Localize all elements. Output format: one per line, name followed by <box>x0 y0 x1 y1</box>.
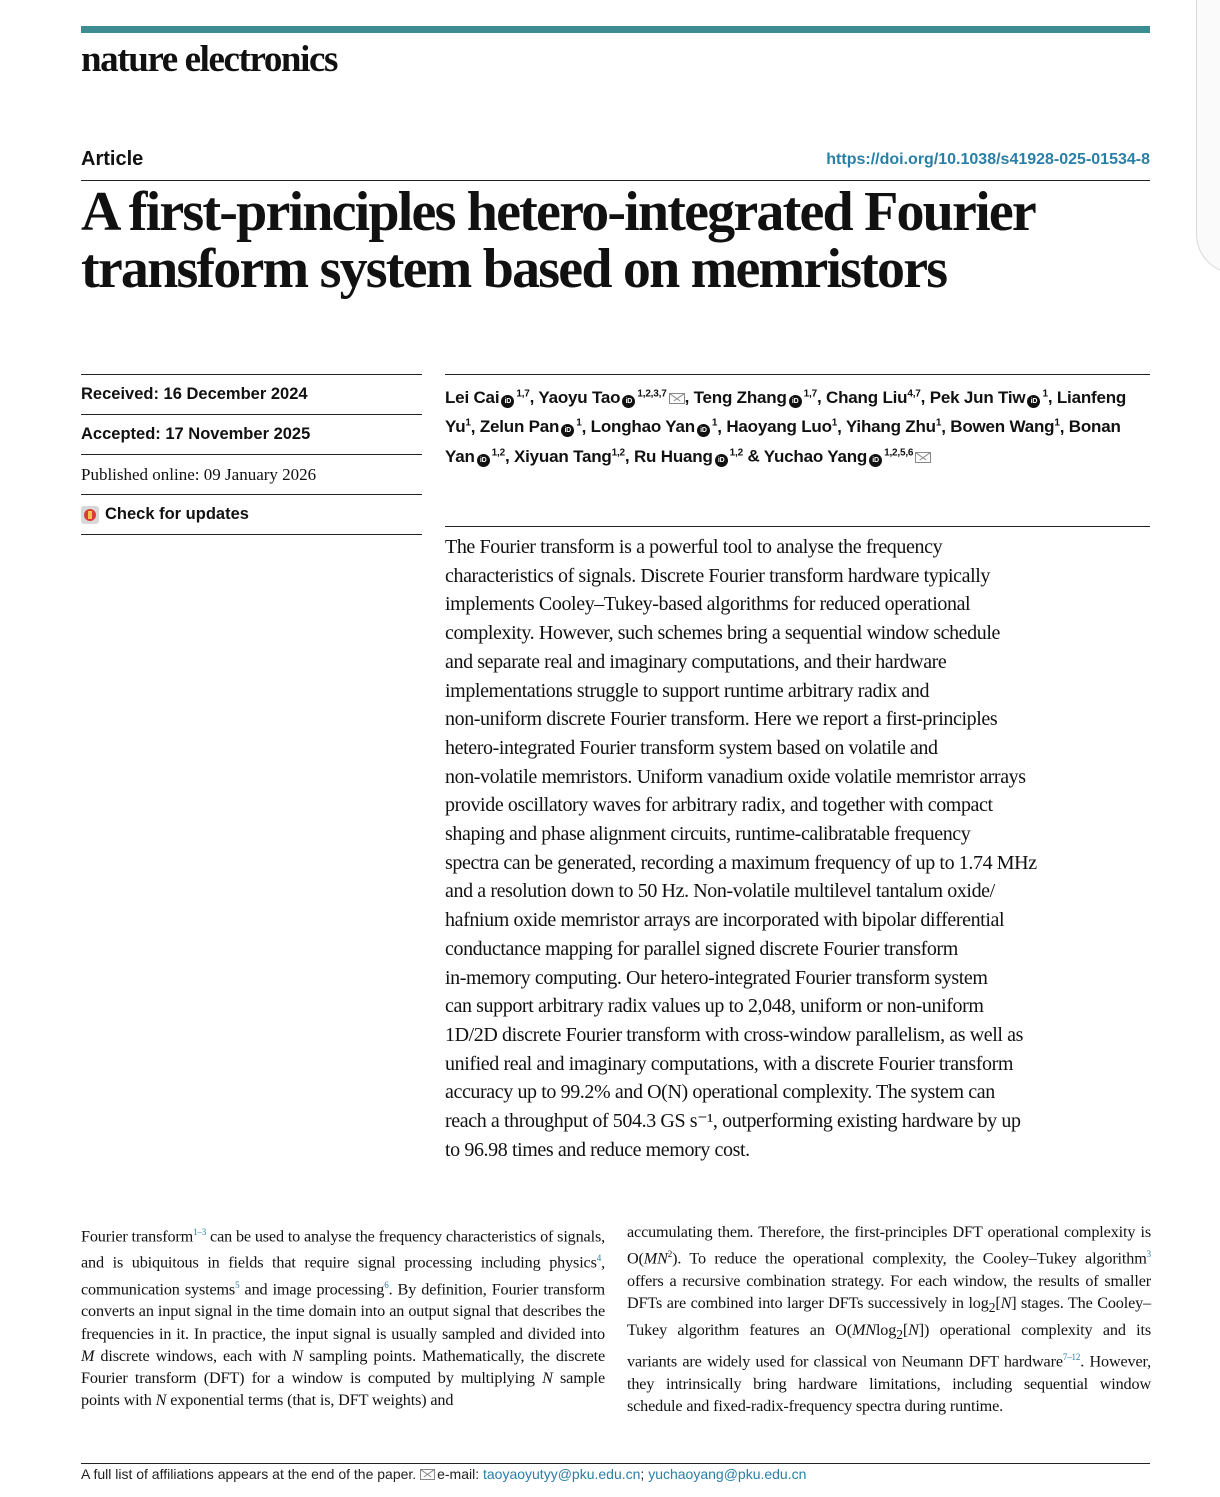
abstract-line: provide oscillatory waves for arbitrary radix, and together with compact <box>445 794 993 817</box>
author[interactable]: Yaoyu Tao iD$^{1,2,3,7}$ <box>538 388 684 407</box>
abstract-line: spectra can be generated, recording a maximum frequency of up to 1.74 MHz <box>445 851 1037 874</box>
author[interactable]: Haoyang Luo$^1$ <box>726 417 838 437</box>
abstract-line: implementations struggle to support runtime arbitrary radix and <box>445 679 930 702</box>
abstract-line: non-volatile memristors. Uniform vanadium oxide volatile memristor arrays <box>445 765 1026 788</box>
abstract-line: The Fourier transform is a powerful tool to analyse the frequency <box>445 536 943 558</box>
author[interactable]: Lei Cai iD$^{1,7}$ <box>445 387 530 407</box>
doi-link[interactable]: https://doi.org/10.1038/s41928-025-01534-8 <box>826 151 1150 168</box>
title-line-2: transform system based on memristors <box>81 238 947 300</box>
article-type: Article <box>81 148 144 170</box>
orcid-icon[interactable]: iD <box>1027 395 1040 408</box>
body-column-right: accumulating them. Therefore, the first-principles DFT operational complexity is $O(MN^2)$. To reduce the operational complexity, the Cooley–Tukey algorithm$^3$ offers a recursive combination strategy. For each window, the results of smaller DFTs are combined into larger DFTs successively in $\log_2[N]$ stages. The Cooley–Tukey algorithm features an O(MNlog$_2$[N]) operational complexity and its variants are widely used for classical von Neumann DFT hardware$^{7-12}$. However, they intrinsically bring hardware limitations, including sequential window schedule and fixed-radix-frequency spectra during runtime. <box>627 1223 1152 1415</box>
orcid-icon[interactable]: iD <box>477 454 490 467</box>
orcid-icon[interactable]: iD <box>561 424 574 437</box>
author[interactable]: Xiyuan Tang$^{1,2}$ <box>514 446 625 466</box>
author[interactable]: Teng Zhang iD$^{1,7}$ <box>693 387 817 407</box>
abstract-line: to 96.98 times and reduce memory cost. <box>445 1138 750 1161</box>
author[interactable]: Chang Liu$^{4,7}$ <box>826 387 921 407</box>
email-icon[interactable] <box>669 393 685 404</box>
author[interactable]: Pek Jun Tiw $iD^1$ <box>929 387 1048 407</box>
abstract-line: in-memory computing. Our hetero-integrated Fourier transform system <box>445 966 988 989</box>
author[interactable]: Zelun Pan $iD^1$ <box>479 417 582 437</box>
orcid-icon[interactable]: iD <box>789 395 802 408</box>
author[interactable]: Bowen Wang$^1$ <box>950 417 1060 437</box>
abstract-rule <box>445 526 1150 527</box>
abstract-line: and a resolution down to 50 Hz. Non-volatile multilevel tantalum oxide/ <box>445 880 995 903</box>
title-line-1: A first-principles hetero-integrated Fourier <box>81 181 1035 243</box>
footnote: A full list of affiliations appears at the end of the paper. e-mail: taoyaoyutyy@pku.edu.cn; yuchaoyang@pku.edu.cn <box>81 1466 807 1482</box>
abstract-line: non-uniform discrete Fourier transform. Here we report a first-principles <box>445 708 998 731</box>
abstract-line: complexity. However, such schemes bring a sequential window schedule <box>445 622 1000 645</box>
citation[interactable]: 1–3 <box>193 1227 207 1237</box>
abstract-line: 1D/2D discrete Fourier transform with cross-window parallelism, as well as <box>445 1023 1024 1046</box>
abstract-line: can support arbitrary radix values up to 2,048, uniform or non-uniform <box>445 995 984 1018</box>
author-list: Lei Cai iD$^{1,7}$, Yaoyu Tao iD$^{1,2,3,7}$ , Teng Zhang iD$^{1,7}$, Chang Liu$^{4,7}$, Pek Jun Tiw $iD^1$, Lianfeng Yu$^1$, Zelun Pan $iD^1$, Longhao Yan $iD^1$, Haoyang Luo$^1$, Yihang Zhu$^1$, Bowen Wang$^1$, Bonan Yan iD$^{1,2}$, Xiyuan Tang$^{1,2}$, Ru Huang iD$^{1,2}$ & Yuchao Yang iD$^{1,2,5,6}$ <box>445 387 1127 466</box>
citation[interactable]: 5 <box>235 1279 240 1290</box>
orcid-icon[interactable]: iD <box>697 424 710 437</box>
author[interactable]: Yuchao Yang iD$^{1,2,5,6}$ <box>764 447 932 466</box>
abstract-line: conductance mapping for parallel signed discrete Fourier transform <box>445 937 958 960</box>
check-for-updates-label: Check for updates <box>105 505 249 523</box>
citation[interactable]: 7–12 <box>1062 1352 1081 1363</box>
orcid-icon[interactable]: iD <box>622 395 635 408</box>
abstract-line: unified real and imaginary computations, with a discrete Fourier transform <box>445 1052 1013 1075</box>
journal-color-bar <box>81 26 1150 33</box>
abstract-line: hetero-integrated Fourier transform system based on volatile and <box>445 736 938 759</box>
journal-name: nature electronics <box>81 39 338 80</box>
check-for-updates[interactable] <box>81 495 422 535</box>
published-date: Published online: 09 January 2026 <box>81 455 422 495</box>
email-link-yang[interactable]: yuchaoyang@pku.edu.cn <box>648 1466 807 1482</box>
email-icon <box>420 1469 435 1480</box>
orcid-icon[interactable]: iD <box>715 454 728 467</box>
received-date: Received: 16 December 2024 <box>81 375 422 415</box>
abstract-line: implements Cooley–Tukey-based algorithms for reduced operational <box>445 593 971 616</box>
abstract-line: accuracy up to 99.2% and O(N) operational complexity. The system can <box>445 1081 995 1104</box>
author[interactable]: Bonan Yan iD$^{1,2}$ <box>445 417 1121 466</box>
abstract-line: and separate real and imaginary computations, and their hardware <box>445 650 947 673</box>
citation[interactable]: 4 <box>596 1253 602 1264</box>
citation[interactable]: 3 <box>1146 1249 1151 1260</box>
abstract-line: hafnium oxide memristor arrays are incorporated with bipolar differential <box>445 909 1005 932</box>
email-label: e-mail: <box>437 1466 483 1482</box>
abstract-line: reach a throughput of 504.3 GS s⁻¹, outperforming existing hardware by up <box>445 1110 1021 1133</box>
citation[interactable]: 6 <box>384 1279 389 1290</box>
affiliations-note: A full list of affiliations appears at the end of the paper. <box>81 1466 417 1482</box>
footnote-rule <box>81 1463 1150 1464</box>
abstract <box>445 533 1160 1164</box>
orcid-icon[interactable]: iD <box>869 454 882 467</box>
orcid-icon[interactable]: iD <box>501 395 514 408</box>
author[interactable]: Longhao Yan $iD^1$ <box>590 417 718 437</box>
article-title <box>81 181 1181 300</box>
email-link-tao[interactable]: taoyaoyutyy@pku.edu.cn <box>482 1466 641 1482</box>
article-history <box>81 374 422 535</box>
authors-rule <box>445 374 1150 375</box>
accepted-date: Accepted: 17 November 2025 <box>81 415 422 455</box>
email-icon[interactable] <box>915 452 931 463</box>
abstract-line: characteristics of signals. Discrete Fourier transform hardware typically <box>445 564 991 587</box>
author[interactable]: Ru Huang iD$^{1,2}$ <box>633 446 743 466</box>
body-column-left: Fourier transform$^{1-3}$ can be used to analyse the frequency characteristics of signals, and is ubiquitous in fields that require signal processing including physics$^4$, communication systems$^5$ and image processing$^6$. By definition, Fourier transform converts an input signal in the time domain into an output signal that describes the frequencies in it. In practice, the input signal is usually sampled and divided into M discrete windows, each with N sampling points. Mathematically, the discrete Fourier transform (DFT) for a window is computed by multiplying N sample points with N exponential terms (that is, DFT weights) and <box>81 1227 605 1409</box>
side-panel-tab[interactable] <box>1196 0 1220 274</box>
abstract-line: shaping and phase alignment circuits, runtime-calibratable frequency <box>445 823 971 846</box>
author[interactable]: Lianfeng Yu$^1$ <box>445 387 1127 437</box>
crossmark-icon <box>81 506 99 524</box>
author[interactable]: Yihang Zhu$^1$ <box>845 417 942 437</box>
